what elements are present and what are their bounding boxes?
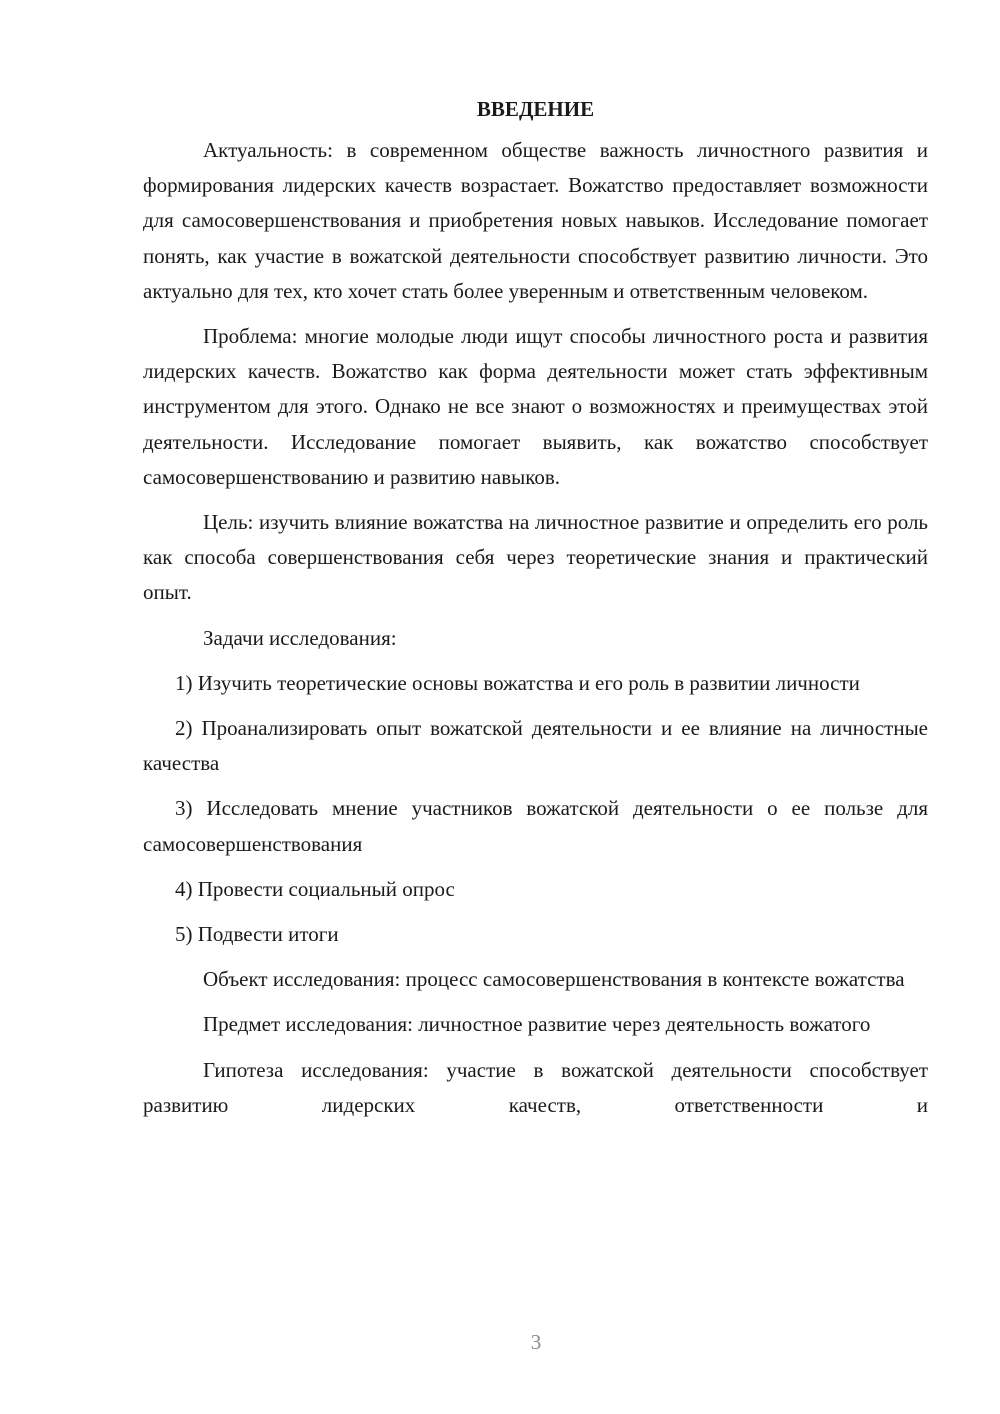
task-item-3: 3) Исследовать мнение участников вожатской деятельности о ее пользе для самосовершенствования — [143, 796, 928, 856]
relevance-paragraph: Актуальность: в современном обществе важность личностного развития и формирования лидерских качеств возрастает. Вожатство предоставляет возможности для самосовершенствования и приобретения новых навыков. Исследование помогает понять, как участие в вожатской деятельности способствует развитию личности. Это актуально для тех, кто хочет стать более уверенным и ответственным человеком. — [143, 138, 928, 303]
task-item-5: 5) Подвести итоги — [175, 922, 339, 947]
task-item-1: 1) Изучить теоретические основы вожатства и его роль в развитии личности — [175, 670, 860, 695]
task-item-4: 4) Провести социальный опрос — [175, 876, 455, 901]
problem-paragraph: Проблема: многие молодые люди ищут способы личностного роста и развития лидерских качеств. Вожатство как форма деятельности может стать эффективным инструментом для этого. Однако не все знают о возможностях и преимуществах этой деятельности. Исследование помогает выявить, как вожатство способствует самосовершенствованию и развитию навыков. — [143, 324, 928, 489]
goal-paragraph: Цель: изучить влияние вожатства на личностное развитие и определить его роль как способа совершенствования себя через теоретические знания и практический опыт. — [143, 510, 928, 605]
page-number: 3 — [530, 1330, 542, 1354]
object-paragraph: Объект исследования: процесс самосовершенствования в контексте вожатства — [203, 967, 905, 992]
document-page — [143, 92, 928, 1123]
tasks-heading: Задачи исследования: — [203, 625, 397, 650]
task-item-2: 2) Проанализировать опыт вожатской деятельности и ее влияние на личностные качества — [143, 716, 928, 776]
section-title: ВВЕДЕНИЕ — [476, 97, 595, 121]
hypothesis-paragraph: Гипотеза исследования: участие в вожатской деятельности способствует развитию лидерских качеств, ответственности и — [143, 1057, 928, 1117]
subject-paragraph: Предмет исследования: личностное развитие через деятельность вожатого — [203, 1012, 871, 1037]
